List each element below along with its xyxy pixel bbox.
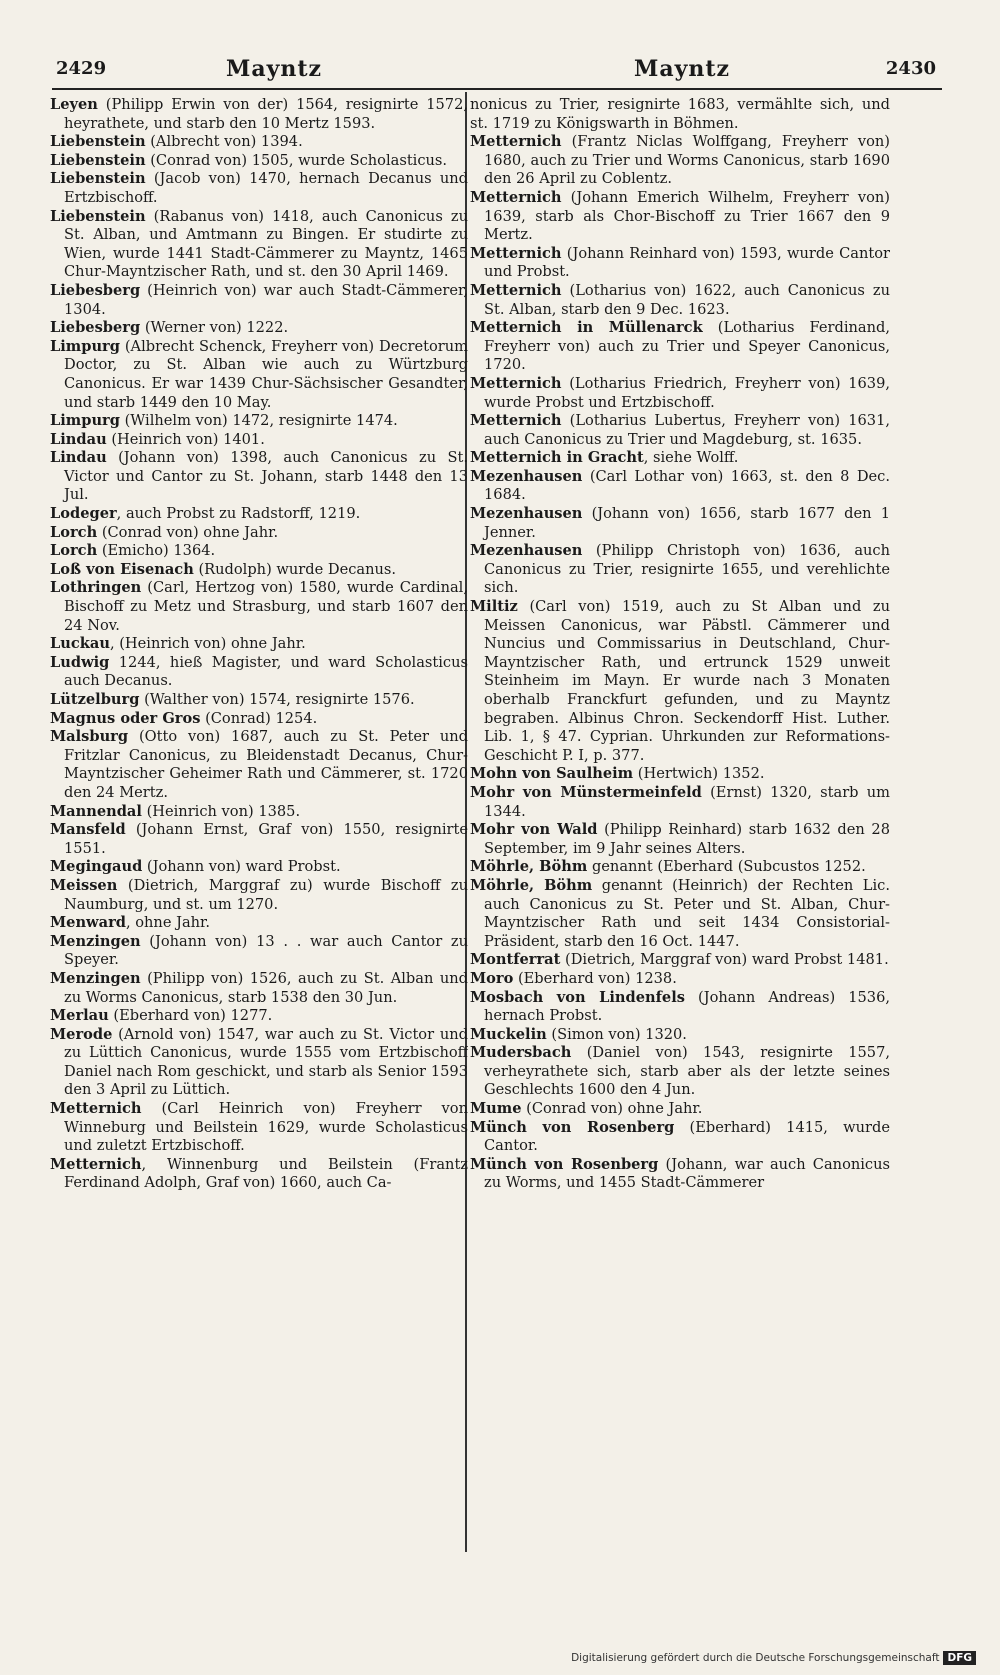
entry-headword: Muckelin — [470, 1025, 547, 1043]
dictionary-entry — [50, 654, 468, 691]
entry-text: (Simon von) 1320. — [546, 1025, 687, 1043]
entry-text: (Carl von) 1519, auch zu St Alban und zu Meissen Canonicus, war Päbstl. Cämmerer und Nuncius und Commissarius in Deutschland, Chur-Mayntzischer Rath, und ertrunck 1529 unweit Steinheim im Mayn. Er wurde nach 3 Monaten oberhalb Franckfurt gefunden, und zu Mayntz begraben. Albinus Chron. Seckendorff Hist. Luther. Lib. 1, § 47. Cyprian. Uhrkunden zur Reformations-Geschicht P. I, p. 377. — [484, 598, 890, 764]
dictionary-entry — [50, 561, 468, 580]
entry-headword: Liebesberg — [50, 319, 141, 337]
entry-headword: Lorch — [50, 523, 98, 541]
entry-text: (Carl Lothar von) 1663, st. den 8 Dec. 1684. — [484, 467, 890, 504]
entry-headword: Liebenstein — [50, 207, 146, 225]
entry-text: (Johann Andreas) 1536, hernach Probst. — [484, 988, 890, 1025]
entry-headword: Liebenstein — [50, 151, 146, 169]
entry-headword: Metternich — [470, 412, 562, 430]
entry-headword: Mezenhausen — [470, 467, 583, 485]
entry-headword: Merode — [50, 1025, 113, 1043]
entry-headword: Luckau — [50, 635, 110, 653]
entry-text: (Conrad von) ohne Jahr. — [521, 1100, 703, 1118]
header-rule — [52, 88, 942, 90]
entry-headword: Ludwig — [50, 653, 110, 671]
dictionary-entry — [50, 1007, 468, 1026]
entry-text: (Johann Reinhard von) 1593, wurde Cantor und Probst. — [484, 244, 890, 281]
dictionary-entry — [470, 468, 890, 505]
entry-headword: Mansfeld — [50, 821, 126, 839]
entry-headword: Lothringen — [50, 579, 142, 597]
dictionary-entry — [470, 412, 890, 449]
entry-text: (Daniel von) 1543, resignirte 1557, verheyrathete sich, starb aber als der letzte seines Geschlechts 1600 den 4 Jun. — [484, 1044, 890, 1099]
entry-text: (Albrecht von) 1394. — [145, 133, 303, 151]
entry-text: (Rudolph) wurde Decanus. — [193, 560, 397, 578]
entry-text: (Lotharius von) 1622, auch Canonicus zu St. Alban, starb den 9 Dec. 1623. — [484, 281, 890, 318]
entry-headword: Moro — [470, 969, 514, 987]
entry-headword: Mohr von Wald — [470, 821, 598, 839]
entry-headword: Münch von Rosenberg — [470, 1155, 659, 1173]
entry-text: genannt (Heinrich) der Rechten Lic. auch Canonicus zu St. Peter und St. Alban, Chur-Mayntzischer Rath und seit 1434 Consistorial-Präsident, starb den 16 Oct. 1447. — [484, 876, 890, 950]
entry-headword: Metternich — [470, 244, 562, 262]
entry-text: 1244, hieß Magister, und ward Scholasticus auch Decanus. — [64, 653, 468, 690]
right-column — [470, 96, 890, 1551]
dictionary-entry — [470, 821, 890, 858]
entry-headword: Menward — [50, 914, 126, 932]
dictionary-entry — [470, 96, 890, 133]
page-header — [56, 58, 936, 88]
dictionary-entry — [50, 710, 468, 729]
dictionary-entry — [50, 449, 468, 505]
entry-text: (Philipp Reinhard) starb 1632 den 28 September, im 9 Jahr seines Alters. — [484, 821, 890, 857]
entry-text: , ohne Jahr. — [125, 914, 211, 932]
entry-headword: Montferrat — [470, 951, 561, 969]
entry-headword: Loß von Eisenach — [50, 560, 194, 578]
entry-text: (Philipp von) 1526, auch zu St. Alban und zu Worms Canonicus, starb 1538 den 30 Jun. — [64, 969, 468, 1006]
dfg-logo: DFG — [943, 1651, 976, 1665]
entry-headword: Metternich — [50, 1155, 142, 1173]
entry-headword: Mezenhausen — [470, 505, 583, 523]
entry-text: (Lotharius Lubertus, Freyherr von) 1631, auch Canonicus zu Trier und Magdeburg, st. 1635. — [484, 412, 890, 448]
dictionary-entry — [50, 524, 468, 543]
entry-text: (Conrad von) 1505, wurde Scholasticus. — [145, 151, 448, 169]
dictionary-entry — [470, 375, 890, 412]
dictionary-entry — [470, 989, 890, 1026]
entry-headword: Mannendal — [50, 802, 142, 820]
entry-headword: Limpurg — [50, 337, 120, 355]
dictionary-entry — [470, 1044, 890, 1100]
entry-text: (Philipp Erwin von der) 1564, resignirte 1572, heyrathete, und starb den 10 Mertz 1593. — [64, 96, 468, 132]
dictionary-entry — [50, 1026, 468, 1100]
entry-headword: Lodeger — [50, 505, 117, 523]
entry-headword: Mohn von Saulheim — [470, 765, 634, 783]
dictionary-entry — [470, 319, 890, 375]
dictionary-entry — [50, 431, 468, 450]
entry-headword: Metternich — [470, 281, 562, 299]
entry-text: (Werner von) 1222. — [140, 319, 289, 337]
entry-text: (Jacob von) 1470, hernach Decanus und Ertzbischoff. — [64, 170, 468, 206]
entry-text: (Heinrich von) 1401. — [106, 430, 265, 448]
right-page-number: 2430 — [885, 58, 936, 79]
dictionary-entry — [470, 505, 890, 542]
entry-text: (Johann Ernst, Graf von) 1550, resignirte 1551. — [64, 821, 468, 857]
dictionary-entry — [50, 542, 468, 561]
entry-headword: Mudersbach — [470, 1044, 572, 1062]
dictionary-entry — [50, 933, 468, 970]
dictionary-entry — [50, 170, 468, 207]
entry-text: (Eberhard von) 1238. — [513, 969, 677, 987]
entry-headword: Lindau — [50, 449, 107, 467]
dictionary-entry — [50, 728, 468, 802]
entry-headword: Metternich — [50, 1100, 142, 1118]
entry-text: (Dietrich, Marggraf von) ward Probst 1481. — [560, 951, 889, 969]
dictionary-entry — [470, 1100, 890, 1119]
dictionary-entry — [50, 691, 468, 710]
dictionary-entry — [470, 449, 890, 468]
dictionary-entry — [470, 598, 890, 765]
dictionary-entry — [50, 579, 468, 635]
dictionary-entry — [50, 208, 468, 282]
dictionary-entry — [470, 1119, 890, 1156]
dictionary-entry — [50, 970, 468, 1007]
entry-headword: Leyen — [50, 96, 98, 113]
entry-headword: Metternich — [470, 374, 562, 392]
entry-headword: Lorch — [50, 542, 98, 560]
dictionary-entry — [50, 412, 468, 431]
entry-text: (Lotharius Ferdinand, Freyherr von) auch zu Trier und Speyer Canonicus, 1720. — [484, 319, 890, 374]
entry-text: , siehe Wolff. — [643, 449, 739, 467]
entry-headword: Mohr von Münstermeinfeld — [470, 783, 702, 801]
entry-headword: Lützelburg — [50, 691, 140, 708]
dictionary-entry — [50, 1156, 468, 1193]
dictionary-entry — [50, 338, 468, 412]
entry-text: (Eberhard) 1415, wurde Cantor. — [484, 1118, 890, 1155]
dictionary-entry — [470, 1026, 890, 1045]
entry-headword: Möhrle, Böhm — [470, 858, 588, 876]
entry-text: (Frantz Niclas Wolffgang, Freyherr von) 1680, auch zu Trier und Worms Canonicus, starb 1690 den 26 April zu Coblentz. — [484, 133, 890, 188]
entry-headword: Mosbach von Lindenfels — [470, 988, 685, 1006]
dictionary-entry — [470, 858, 890, 877]
entry-text: , auch Probst zu Radstorff, 1219. — [116, 505, 361, 523]
entry-text: (Eberhard von) 1277. — [108, 1007, 273, 1025]
dictionary-entry — [50, 821, 468, 858]
entry-text: (Johann von) 13 . . war auch Cantor zu Speyer. — [64, 932, 468, 969]
entry-text: (Lotharius Friedrich, Freyherr von) 1639, wurde Probst und Ertzbischoff. — [484, 374, 890, 411]
dictionary-entry — [470, 542, 890, 598]
dictionary-entry — [50, 505, 468, 524]
entry-headword: Mume — [470, 1100, 522, 1118]
entry-text: (Carl Heinrich von) Freyherr von Winneburg und Beilstein 1629, wurde Scholasticus und zuletzt Ertzbischoff. — [64, 1100, 468, 1155]
entry-text: (Heinrich von) 1385. — [141, 802, 301, 820]
dictionary-entry — [50, 282, 468, 319]
entry-text: (Rabanus von) 1418, auch Canonicus zu St. Alban, und Amtmann zu Bingen. Er studirte zu Wien, wurde 1441 Stadt-Cämmerer zu Mayntz, 1465 Chur-Mayntzischer Rath, und st. den 30 April 1469. — [64, 207, 468, 281]
entry-text: (Johann von) 1656, starb 1677 den 1 Jenner. — [484, 505, 890, 541]
entry-text: nonicus zu Trier, resignirte 1683, vermählte sich, und st. 1719 zu Königswarth in Böhmen. — [470, 96, 890, 132]
entry-headword: Metternich — [470, 188, 562, 206]
entry-headword: Liebesberg — [50, 281, 141, 299]
entry-text: (Hertwich) 1352. — [633, 765, 765, 783]
entry-headword: Malsburg — [50, 728, 129, 746]
dictionary-entry — [470, 133, 890, 189]
dictionary-entry — [470, 951, 890, 970]
entry-text: (Otto von) 1687, auch zu St. Peter und Fritzlar Canonicus, zu Bleidenstadt Decanus, Chur-Mayntzischer Geheimer Rath und Cämmerer, st. 1720 den 24 Mertz. — [64, 728, 468, 801]
entry-text: (Johann von) 1398, auch Canonicus zu St. Victor und Cantor zu St. Johann, starb 1448 den 13 Jul. — [64, 449, 468, 504]
entry-text: (Heinrich von) war auch Stadt-Cämmerer, 1304. — [64, 281, 468, 318]
entry-headword: Möhrle, Böhm — [470, 876, 593, 894]
dictionary-entry — [470, 189, 890, 245]
entry-text: (Ernst) 1320, starb um 1344. — [484, 783, 890, 820]
entry-text: (Carl, Hertzog von) 1580, wurde Cardinal, Bischoff zu Metz und Strasburg, und starb 1607 den 24 Nov. — [64, 579, 468, 634]
entry-text: (Emicho) 1364. — [97, 542, 216, 560]
dictionary-entry — [50, 152, 468, 171]
dictionary-entry — [50, 858, 468, 877]
footer-credit — [571, 1651, 976, 1665]
entry-text: (Johann von) ward Probst. — [142, 858, 341, 876]
entry-headword: Metternich in Gracht — [470, 449, 644, 467]
dictionary-entry — [50, 319, 468, 338]
dictionary-entry — [50, 803, 468, 822]
entry-text: (Conrad) 1254. — [200, 709, 318, 727]
entry-text: (Albrecht Schenck, Freyherr von) Decretorum Doctor, zu St. Alban wie auch zu Würtzburg Canonicus. Er war 1439 Chur-Sächsischer Gesandter, und starb 1449 den 10 May. — [64, 337, 468, 411]
entry-text: , (Heinrich von) ohne Jahr. — [109, 635, 306, 653]
entry-headword: Meissen — [50, 876, 118, 894]
left-page-number: 2429 — [56, 58, 107, 79]
entry-headword: Liebenstein — [50, 133, 146, 151]
entry-text: , Winnenburg und Beilstein (Frantz Ferdinand Adolph, Graf von) 1660, auch Ca- — [64, 1155, 468, 1192]
dictionary-entry — [470, 245, 890, 282]
dictionary-entry — [470, 282, 890, 319]
entry-headword: Metternich — [470, 133, 562, 151]
entry-headword: Lindau — [50, 430, 107, 448]
dictionary-entry — [50, 133, 468, 152]
entry-headword: Magnus oder Gros — [50, 709, 201, 727]
entry-text: (Walther von) 1574, resignirte 1576. — [139, 691, 415, 708]
dictionary-entry — [470, 1156, 890, 1193]
entry-text: (Philipp Christoph von) 1636, auch Canonicus zu Trier, resignirte 1655, und verehlichte sich. — [484, 542, 890, 597]
dictionary-entry — [50, 96, 468, 133]
entry-headword: Merlau — [50, 1007, 109, 1025]
entry-headword: Metternich in Müllenarck — [470, 319, 703, 337]
entry-headword: Mezenhausen — [470, 542, 583, 560]
right-running-title: Mayntz — [634, 56, 731, 82]
entry-text: (Conrad von) ohne Jahr. — [97, 523, 279, 541]
dictionary-entry — [50, 877, 468, 914]
entry-text: genannt (Eberhard (Subcustos 1252. — [587, 858, 866, 876]
entry-text: (Johann, war auch Canonicus zu Worms, und 1455 Stadt-Cämmerer — [484, 1155, 890, 1192]
dictionary-entry — [470, 877, 890, 951]
entry-headword: Menzingen — [50, 969, 141, 987]
entry-headword: Miltiz — [470, 598, 518, 616]
footer-text: Digitalisierung gefördert durch die Deutsche Forschungsgemeinschaft — [571, 1652, 940, 1664]
entry-text: (Arnold von) 1547, war auch zu St. Victor und zu Lüttich Canonicus, wurde 1555 vom Ertzbischoff Daniel nach Rom geschickt, und starb als Senior 1593 den 3 April zu Lüttich. — [64, 1025, 468, 1099]
entry-text: (Wilhelm von) 1472, resignirte 1474. — [119, 412, 398, 430]
entry-headword: Liebenstein — [50, 170, 146, 188]
dictionary-entry — [470, 970, 890, 989]
dictionary-entry — [470, 765, 890, 784]
dictionary-entry — [50, 914, 468, 933]
dictionary-entry — [50, 1100, 468, 1156]
left-column — [50, 96, 468, 1551]
entry-headword: Limpurg — [50, 412, 120, 430]
entry-text: (Dietrich, Marggraf zu) wurde Bischoff zu Naumburg, und st. um 1270. — [64, 876, 468, 913]
entry-headword: Menzingen — [50, 932, 141, 950]
dictionary-entry — [50, 635, 468, 654]
dictionary-entry — [470, 784, 890, 821]
entry-headword: Münch von Rosenberg — [470, 1118, 675, 1136]
left-running-title: Mayntz — [226, 56, 323, 82]
entry-headword: Megingaud — [50, 858, 143, 876]
entry-text: (Johann Emerich Wilhelm, Freyherr von) 1639, starb als Chor-Bischoff zu Trier 1667 den 9 Mertz. — [484, 188, 890, 244]
